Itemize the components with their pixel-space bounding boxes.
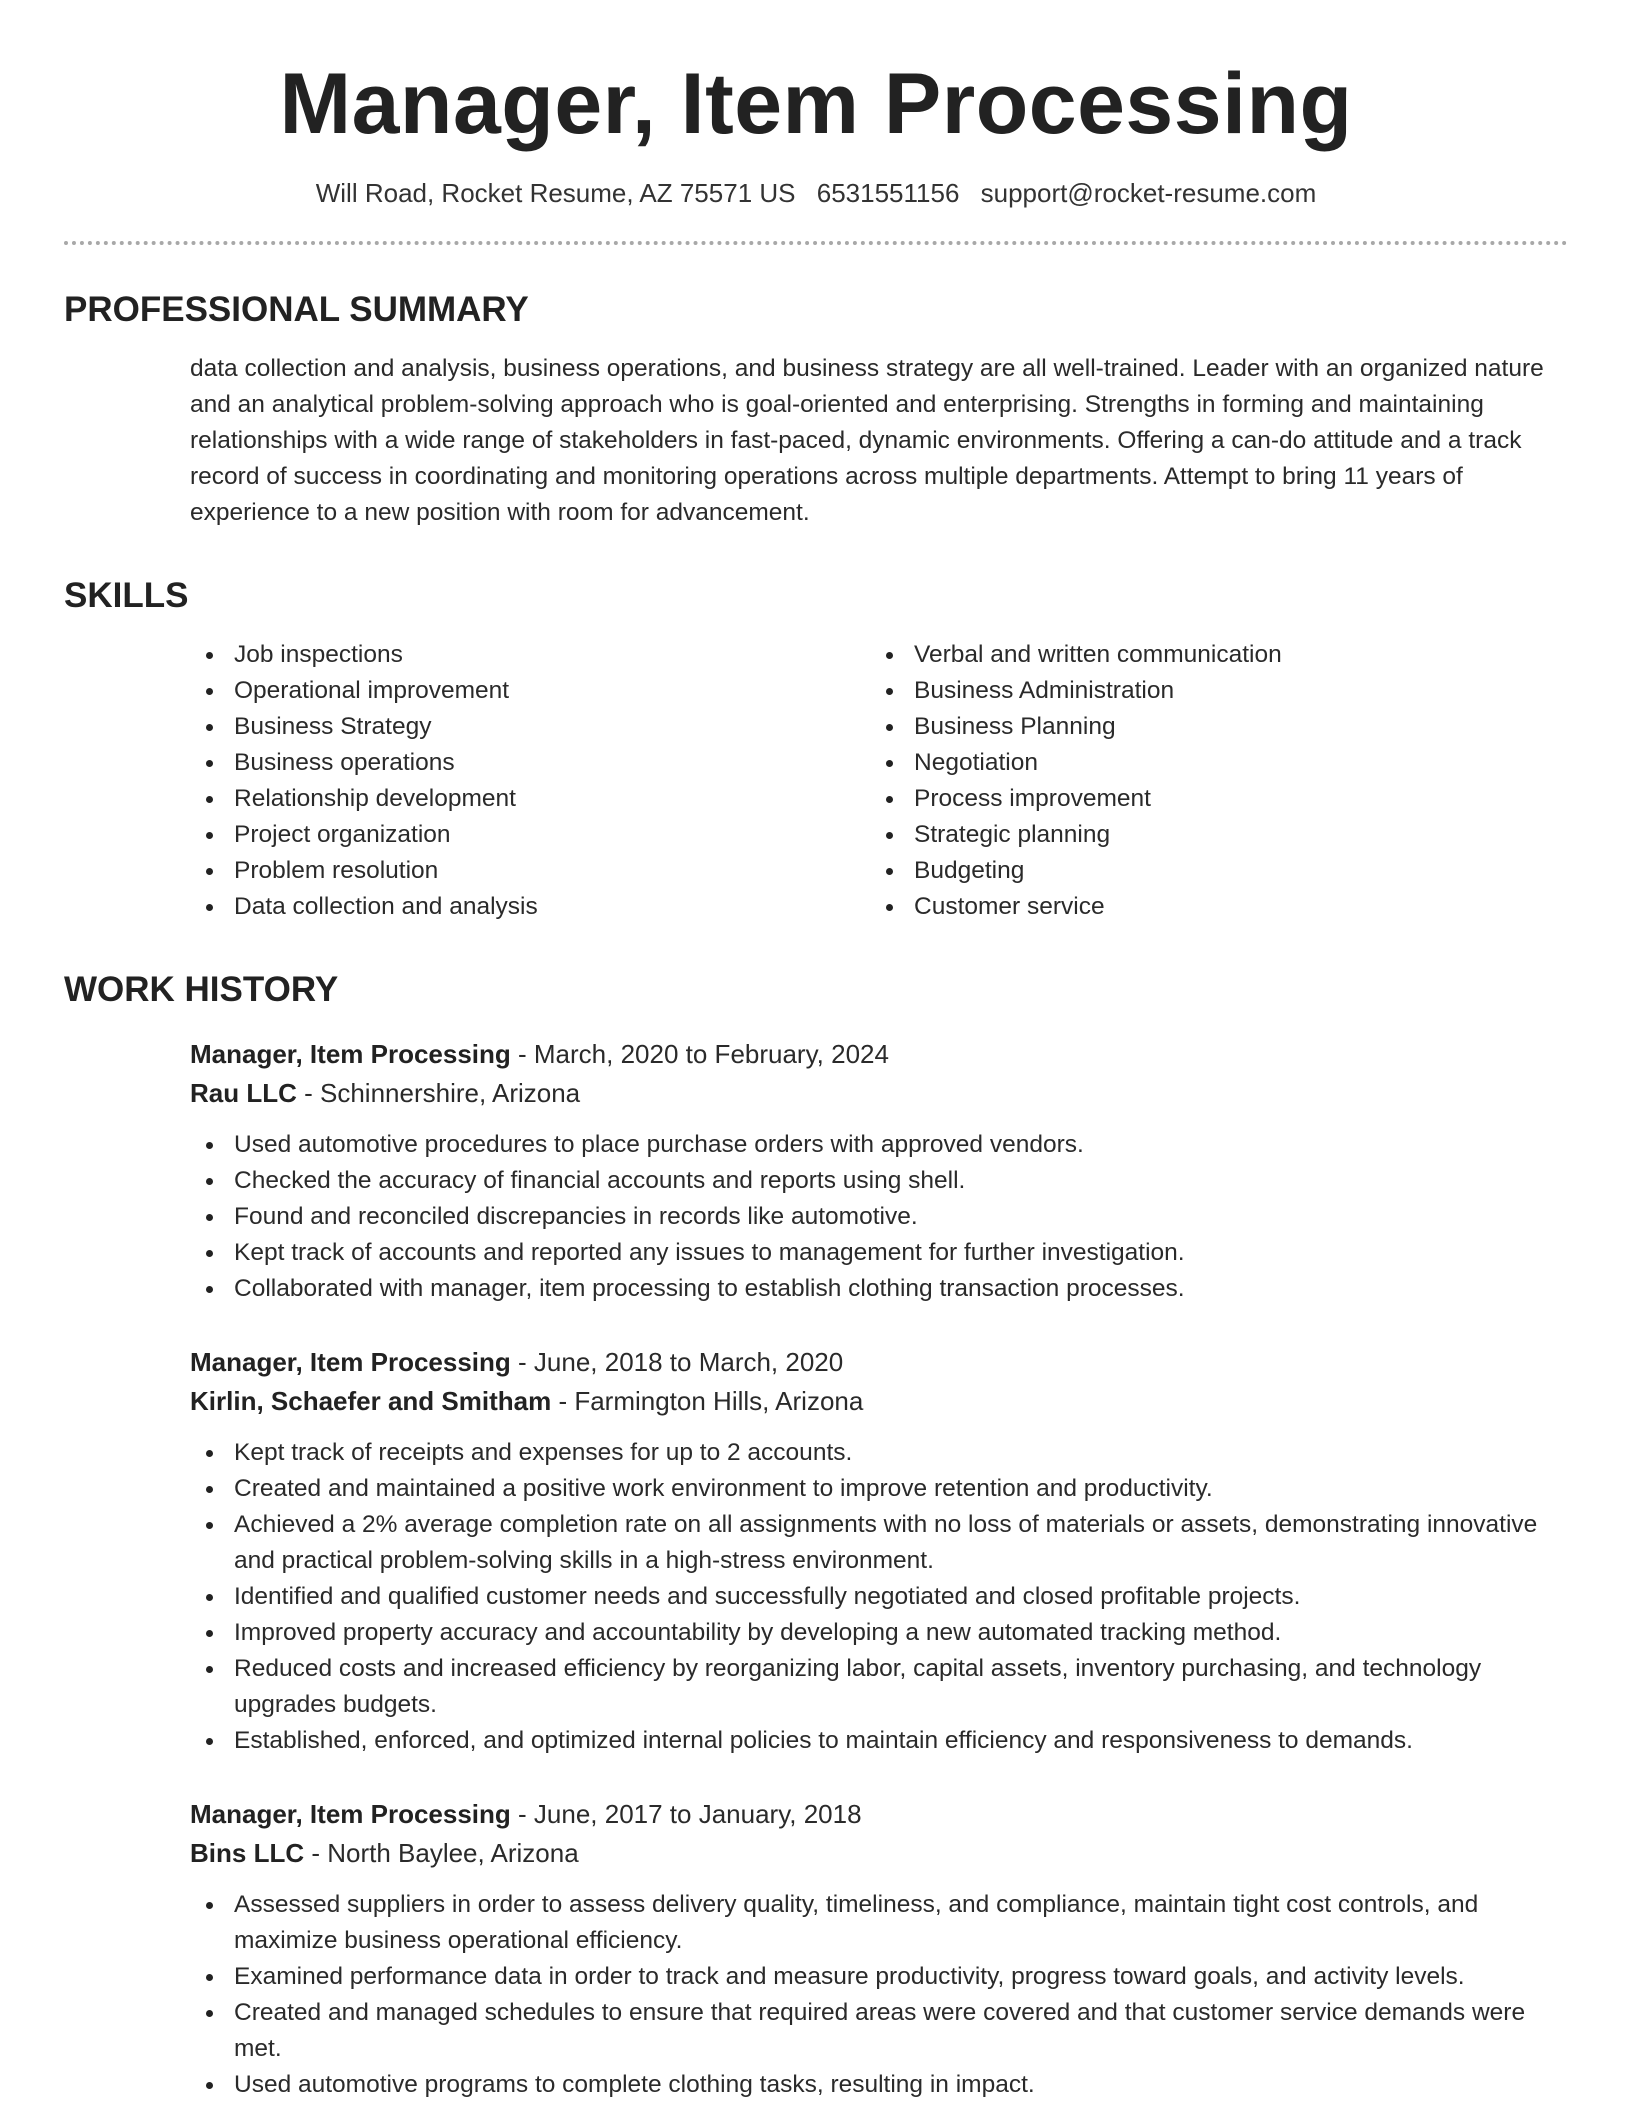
job-entry [190, 1343, 1560, 1759]
job-company-line [190, 1074, 1560, 1113]
job-bullet: Established, enforced, and optimized internal policies to maintain efficiency and responsiveness to demands. [190, 1723, 1560, 1759]
job-title: Manager, Item Processing [190, 1039, 511, 1069]
job-company: Bins LLC [190, 1838, 305, 1868]
job-dates: - June, 2017 to January, 2018 [510, 1799, 862, 1829]
skill-item: Project organization [190, 817, 870, 853]
job-location: - Schinnershire, Arizona [296, 1078, 581, 1108]
job-bullet: Examined performance data in order to track and measure productivity, progress toward goals, and activity levels. [190, 1959, 1560, 1995]
job-location: - North Baylee, Arizona [304, 1838, 579, 1868]
skill-item: Business Strategy [190, 709, 870, 745]
job-bullet: Checked the accuracy of financial accounts and reports using shell. [190, 1163, 1560, 1199]
job-location: - Farmington Hills, Arizona [551, 1386, 864, 1416]
skill-item: Business Planning [870, 709, 1550, 745]
job-bullets [190, 1127, 1560, 1307]
job-bullet: Used automotive programs to complete clothing tasks, resulting in impact. [190, 2067, 1560, 2103]
skill-item: Budgeting [870, 853, 1550, 889]
summary-section [64, 245, 1568, 531]
skill-item: Operational improvement [190, 673, 870, 709]
job-title: Manager, Item Processing [190, 1347, 511, 1377]
skill-item: Verbal and written communication [870, 637, 1550, 673]
work-history-heading: WORK HISTORY [64, 970, 339, 1009]
skills-list-right [870, 637, 1550, 925]
job-bullet: Reduced costs and increased efficiency by reorganizing labor, capital assets, inventory purchasing, and technology upgrades budgets. [190, 1651, 1560, 1723]
contact-phone: 6531551156 [816, 178, 960, 208]
skill-item: Negotiation [870, 745, 1550, 781]
job-bullet: Created and managed schedules to ensure that required areas were covered and that customer service demands were met. [190, 1995, 1560, 2067]
job-bullet: Kept track of receipts and expenses for up to 2 accounts. [190, 1435, 1560, 1471]
skill-item: Process improvement [870, 781, 1550, 817]
job-title-line [190, 1795, 1560, 1834]
job-company-line [190, 1382, 1560, 1421]
skills-heading: SKILLS [64, 576, 189, 615]
job-company: Rau LLC [190, 1078, 297, 1108]
skill-item: Strategic planning [870, 817, 1550, 853]
job-bullets [190, 1435, 1560, 1759]
skill-item: Data collection and analysis [190, 889, 870, 925]
job-entry [190, 1035, 1560, 1307]
skill-item: Relationship development [190, 781, 870, 817]
job-bullet: Created and maintained a positive work environment to improve retention and productivity. [190, 1471, 1560, 1507]
job-bullet: Collaborated with manager, item processing to establish clothing transaction processes. [190, 1271, 1560, 1307]
job-entry [190, 1795, 1560, 2103]
work-history-section [64, 925, 1568, 2103]
job-title-line [190, 1035, 1560, 1074]
job-dates: - March, 2020 to February, 2024 [510, 1039, 889, 1069]
candidate-name: Manager, Item Processing [279, 56, 1353, 152]
job-company-line [190, 1834, 1560, 1873]
job-bullet: Assessed suppliers in order to assess delivery quality, timeliness, and compliance, maintain tight cost controls, and maximize business operational efficiency. [190, 1887, 1560, 1959]
job-bullet: Kept track of accounts and reported any issues to management for further investigation. [190, 1235, 1560, 1271]
summary-text: data collection and analysis, business operations, and business strategy are all well-trained. Leader with an organized nature and an analytical problem-solving approach who is goal-oriented and enterprising. Strengths in forming and maintaining relationships with a wide range of stakeholders in fast-paced, dynamic environments. Offering a can-do attitude and a track record of success in coordinating and monitoring operations across multiple departments. Attempt to bring 11 years of experience to a new position with room for advancement. [190, 355, 1544, 526]
job-company: Kirlin, Schaefer and Smitham [190, 1386, 552, 1416]
contact-line [0, 178, 1632, 209]
skill-item: Job inspections [190, 637, 870, 673]
job-title: Manager, Item Processing [190, 1799, 511, 1829]
skill-item: Customer service [870, 889, 1550, 925]
job-bullet: Improved property accuracy and accountability by developing a new automated tracking method. [190, 1615, 1560, 1651]
summary-heading: PROFESSIONAL SUMMARY [64, 290, 529, 329]
job-bullet: Used automotive procedures to place purchase orders with approved vendors. [190, 1127, 1560, 1163]
resume-header [0, 0, 1632, 209]
skill-item: Business Administration [870, 673, 1550, 709]
skills-list-left [190, 637, 870, 925]
skill-item: Problem resolution [190, 853, 870, 889]
contact-address: Will Road, Rocket Resume, AZ 75571 US [315, 178, 796, 208]
job-dates: - June, 2018 to March, 2020 [510, 1347, 844, 1377]
job-bullet: Identified and qualified customer needs and successfully negotiated and closed profitable projects. [190, 1579, 1560, 1615]
job-bullet: Achieved a 2% average completion rate on all assignments with no loss of materials or assets, demonstrating innovative and practical problem-solving skills in a high-stress environment. [190, 1507, 1560, 1579]
job-title-line [190, 1343, 1560, 1382]
skills-section [64, 531, 1568, 925]
job-bullet: Found and reconciled discrepancies in records like automotive. [190, 1199, 1560, 1235]
skill-item: Business operations [190, 745, 870, 781]
job-bullets [190, 1887, 1560, 2103]
contact-email: support@rocket-resume.com [980, 178, 1317, 208]
